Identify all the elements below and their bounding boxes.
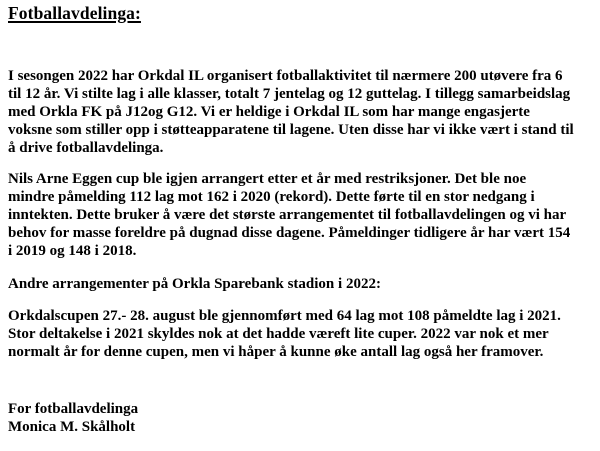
intro-line: å drive fotballavdelinga. xyxy=(8,140,164,156)
page-title: Fotballavdelinga: xyxy=(8,3,141,23)
cup-line: behov for masse foreldre på dugnad disse dagene. Påmeldinger tidligere år har vært 154 xyxy=(8,225,571,241)
cup-line: mindre påmelding 112 lag mot 162 i 2020 (rekord). Dette førte til en stor nedgang i xyxy=(8,189,535,205)
signature-name: Monica M. Skålholt xyxy=(8,419,136,435)
cup-line: Nils Arne Eggen cup ble igjen arrangert etter et år med restriksjoner. Det ble noe xyxy=(8,171,527,187)
other-events-line: Andre arrangementer på Orkla Sparebank stadion i 2022: xyxy=(8,276,381,292)
orkdalscupen-line: Orkdalscupen 27.- 28. august ble gjennomført med 64 lag mot 108 påmeldte lag i 2021. xyxy=(8,308,561,324)
orkdalscupen-line: Stor deltakelse i 2021 skyldes nok at det hadde væreft lite cuper. 2022 var nok et mer xyxy=(8,326,549,342)
intro-line: med Orkla FK på J12og G12. Vi er heldige i Orkdal IL som har mange engasjerte xyxy=(8,104,530,120)
cup-paragraph xyxy=(8,170,598,260)
cup-line: i 2019 og 148 i 2018. xyxy=(8,243,137,259)
intro-paragraph xyxy=(8,67,598,157)
signature-block xyxy=(8,400,598,436)
intro-line: til 12 år. Vi stilte lag i alle klasser, totalt 7 jentelag og 12 guttelag. I tillegg samarbeidslag xyxy=(8,86,571,102)
orkdalscupen-line: normalt år for denne cupen, men vi håper å kunne øke antall lag også her framover. xyxy=(8,344,544,360)
cup-line: inntekten. Dette bruker å være det største arrangementet til fotballavdelingen og vi har xyxy=(8,207,567,223)
intro-line: I sesongen 2022 har Orkdal IL organisert fotballaktivitet til nærmere 200 utøvere fra 6 xyxy=(8,68,563,84)
intro-line: voksne som stiller opp i støtteapparatene til lagene. Uten disse har vi ikke vært i stand til xyxy=(8,122,574,138)
other-events-heading xyxy=(8,275,598,293)
orkdalscupen-paragraph xyxy=(8,307,598,361)
signature-line: For fotballavdelinga xyxy=(8,401,139,417)
